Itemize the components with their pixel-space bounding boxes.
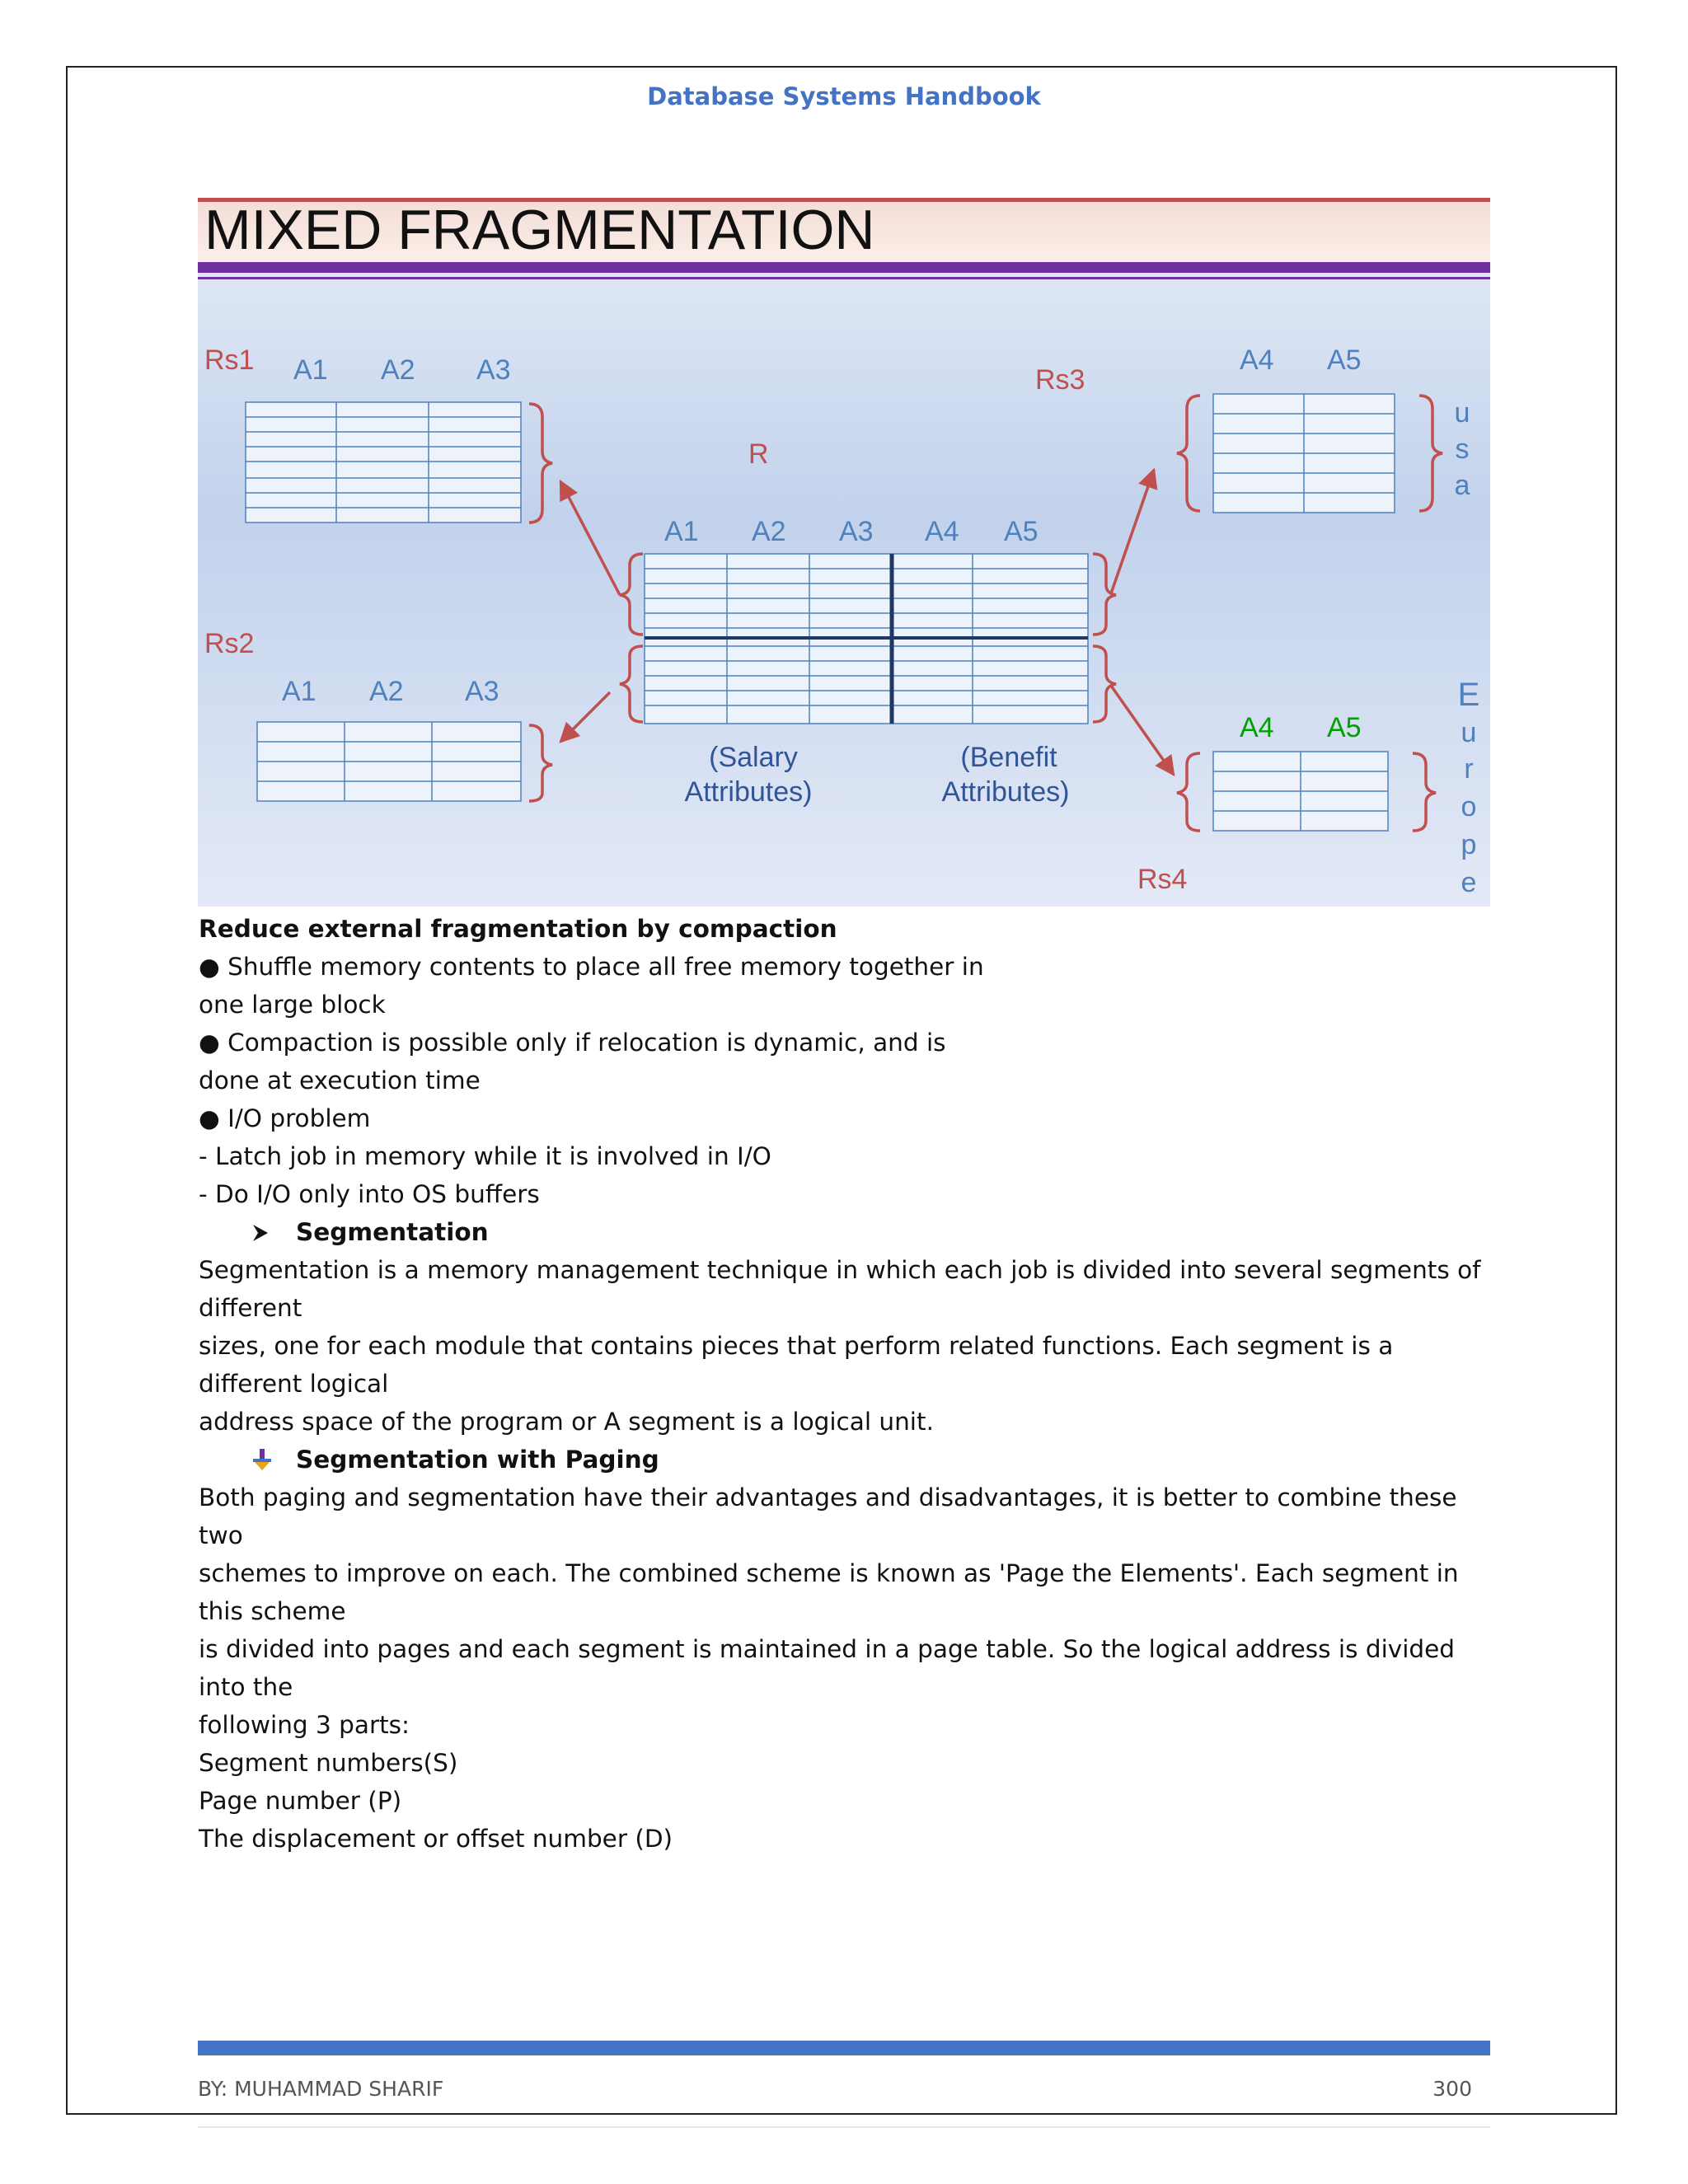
- rs4-col-2: A5: [1327, 712, 1362, 743]
- segmentation-para-1: Segmentation is a memory management technique in which each job is divided into several segments of different: [199, 1256, 1481, 1322]
- compaction-line-2: one large block: [199, 991, 386, 1019]
- title-bottom-rule: [198, 262, 1490, 273]
- benefit-line-2: Attributes): [941, 776, 1070, 808]
- body-text: [199, 910, 1489, 1858]
- salary-line-1: (Salary: [709, 742, 798, 773]
- rs3-label: Rs3: [1035, 364, 1085, 396]
- rs2-col-3: A3: [465, 676, 499, 707]
- segmentation-para-3: address space of the program or A segment is a logical unit.: [199, 1408, 934, 1436]
- figure-title: MIXED FRAGMENTATION: [204, 199, 875, 261]
- rs2-label: Rs2: [204, 628, 255, 659]
- footer-author: BY: MUHAMMAD SHARIF: [198, 2077, 444, 2101]
- europe-letter-1: E: [1457, 677, 1480, 713]
- segmentation-paging-para-2: schemes to improve on each. The combined scheme is known as 'Page the Elements'. Each segment in this scheme: [199, 1559, 1459, 1625]
- page-number: 300: [1432, 2077, 1472, 2101]
- footer-bar: [198, 2041, 1490, 2055]
- colored-arrow-bullet-icon: [251, 1441, 273, 1479]
- rs3-table: [1213, 394, 1395, 513]
- segmentation-paging-heading-row: [199, 1441, 1489, 1479]
- compaction-line-1: ● Shuffle memory contents to place all free memory together in: [199, 953, 984, 981]
- address-part-2: Page number (P): [199, 1787, 402, 1815]
- europe-letter-5: p: [1461, 829, 1477, 860]
- arrowhead-bullet-icon: [251, 1213, 270, 1251]
- segmentation-heading: Segmentation: [296, 1218, 489, 1246]
- europe-letter-2: u: [1461, 717, 1477, 748]
- address-part-3: The displacement or offset number (D): [199, 1825, 673, 1853]
- rs1-col-1: A1: [293, 354, 328, 386]
- r-col-2: A2: [752, 516, 786, 547]
- segmentation-paging-para-1: Both paging and segmentation have their advantages and disadvantages, it is better to combine these two: [199, 1483, 1457, 1549]
- segmentation-paging-para-3: is divided into pages and each segment is maintained in a page table. So the logical address is divided into the: [199, 1635, 1456, 1701]
- rs1-col-2: A2: [381, 354, 415, 386]
- segmentation-paging-para-4: following 3 parts:: [199, 1711, 410, 1739]
- rs2-table: [257, 722, 521, 801]
- compaction-line-6: - Latch job in memory while it is involved in I/O: [199, 1142, 771, 1170]
- rs3-col-1: A4: [1240, 344, 1274, 376]
- rs1-table: [246, 402, 521, 523]
- r-col-1: A1: [664, 516, 699, 547]
- r-col-5: A5: [1004, 516, 1039, 547]
- europe-letter-6: e: [1461, 867, 1477, 898]
- compaction-line-5: ● I/O problem: [199, 1104, 371, 1132]
- usa-letter-2: s: [1455, 434, 1470, 465]
- salary-line-2: Attributes): [684, 776, 813, 808]
- europe-letter-3: r: [1464, 753, 1474, 785]
- rs4-table: [1213, 752, 1388, 831]
- rs3-col-2: A5: [1327, 344, 1362, 376]
- benefit-line-1: (Benefit: [960, 742, 1057, 773]
- compaction-line-7: - Do I/O only into OS buffers: [199, 1180, 540, 1208]
- segmentation-paging-heading: Segmentation with Paging: [296, 1446, 659, 1474]
- rs1-label: Rs1: [204, 344, 255, 376]
- rs4-col-1: A4: [1240, 712, 1274, 743]
- rs1-col-3: A3: [476, 354, 511, 386]
- r-col-3: A3: [839, 516, 874, 547]
- address-part-1: Segment numbers(S): [199, 1749, 458, 1777]
- title-thin-rule: [198, 277, 1490, 279]
- mixed-fragmentation-figure: [198, 198, 1490, 907]
- segmentation-heading-row: [199, 1213, 1489, 1251]
- compaction-heading: Reduce external fragmentation by compaction: [199, 915, 837, 943]
- footer-underline: [198, 2126, 1490, 2128]
- europe-letter-4: o: [1461, 791, 1477, 823]
- r-label: R: [748, 438, 769, 470]
- page-header: Database Systems Handbook: [647, 82, 1041, 110]
- usa-letter-3: a: [1454, 470, 1470, 501]
- usa-letter-1: u: [1454, 397, 1470, 429]
- compaction-line-4: done at execution time: [199, 1066, 481, 1094]
- rs4-label: Rs4: [1137, 864, 1188, 895]
- r-col-4: A4: [925, 516, 959, 547]
- rs2-col-1: A1: [282, 676, 316, 707]
- rs2-col-2: A2: [369, 676, 404, 707]
- compaction-line-3: ● Compaction is possible only if relocation is dynamic, and is: [199, 1029, 946, 1057]
- segmentation-para-2: sizes, one for each module that contains pieces that perform related functions. Each segment is a different logical: [199, 1332, 1394, 1398]
